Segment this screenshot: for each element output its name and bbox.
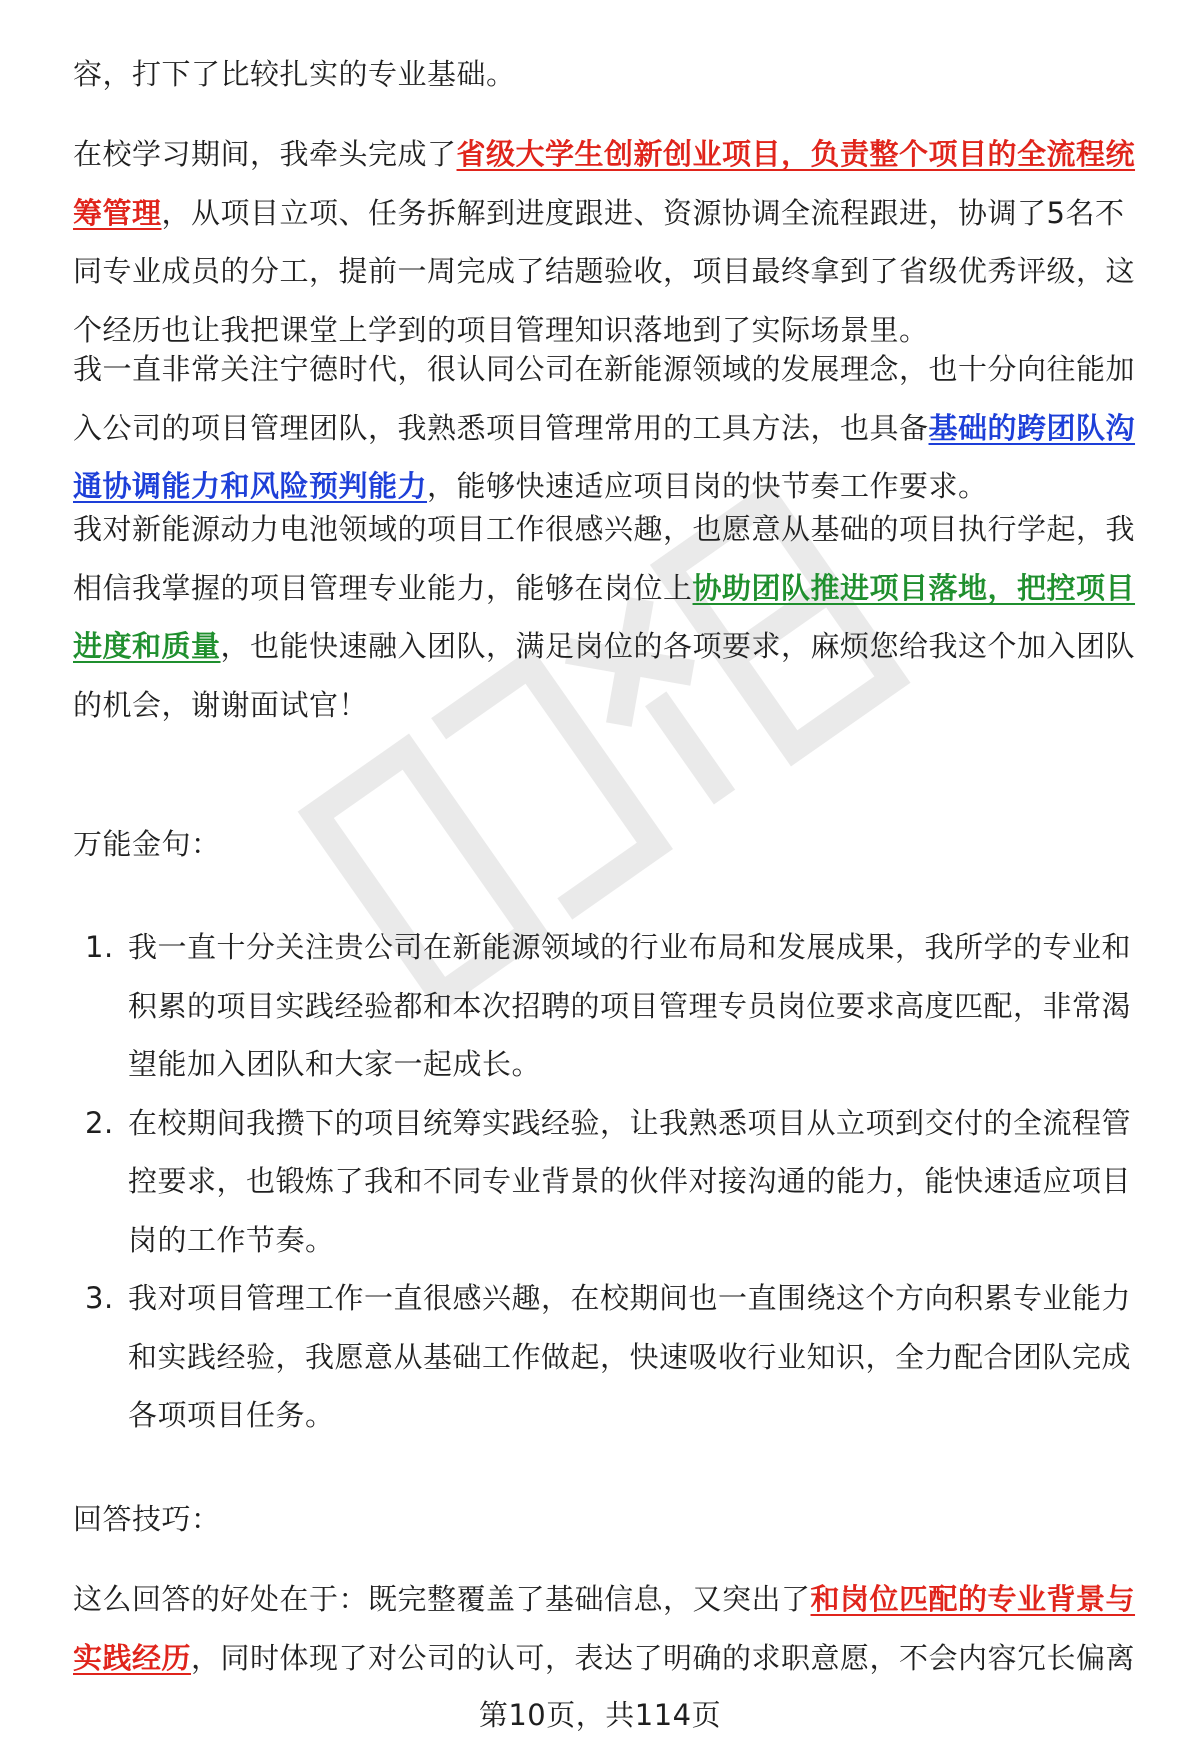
interest-text-a: 我对新能源动力电池领域的项目工作很感兴趣，也愿意从基础的项目执行学起，我相信我掌握的项目管理专业能力，能够在岗位上 (73, 512, 1136, 605)
list-item-text: 我一直十分关注贵公司在新能源领域的行业布局和发展成果，我所学的专业和积累的项目实践经验都和本次招聘的项目管理专员岗位要求高度匹配，非常渴望能加入团队和大家一起成长。 (128, 930, 1132, 1081)
golden-sentence-list (73, 918, 1145, 1445)
school-text-a: 在校学习期间，我牵头完成了 (73, 137, 457, 171)
list-item (73, 1269, 1145, 1445)
list-item-number: 3. (85, 1281, 114, 1315)
school-text-b: ，从项目立项、任务拆解到进度跟进、资源协调全流程跟进，协调了5名不同专业成员的分工，提前一周完成了结题验收，项目最终拿到了省级优秀评级，这个经历也让我把课堂上学到的项目管理知识落地到了实际场景里。 (73, 195, 1136, 347)
company-text-a: 我一直非常关注宁德时代，很认同公司在新能源领域的发展理念，也十分向往能加入公司的项目管理团队，我熟悉项目管理常用的工具方法，也具备 (73, 352, 1136, 445)
list-item-number: 1. (85, 930, 114, 964)
list-item-number: 2. (85, 1105, 114, 1140)
list-item (73, 918, 1145, 1094)
interest-text-b: ，也能快速融入团队，满足岗位的各项要求，麻烦您给我这个加入团队的机会，谢谢面试官！ (73, 629, 1136, 722)
list-item-text: 我对项目管理工作一直很感兴趣，在校期间也一直围绕这个方向积累专业能力和实践经验，我愿意从基础工作做起，快速吸收行业知识，全力配合团队完成各项项目任务。 (128, 1281, 1132, 1432)
tips-heading: 回答技巧： (73, 1502, 221, 1536)
paragraph-school-project (73, 125, 1145, 359)
company-text-b: ，能够快速适应项目岗的快节奏工作要求。 (427, 469, 988, 503)
school-highlight: 省级大学生创新创业项目，负责整个项目的全流程统筹管理 (73, 137, 1136, 230)
interest-highlight: 协助团队推进项目落地，把控项目进度和质量 (73, 570, 1136, 663)
list-item-text: 在校期间我攒下的项目统筹实践经验，让我熟悉项目从立项到交付的全流程管控要求，也锻炼了我和不同专业背景的伙伴对接沟通的能力，能快速适应项目岗的工作节奏。 (128, 1105, 1132, 1257)
golden-heading: 万能金句： (73, 827, 221, 861)
company-highlight: 基础的跨团队沟通协调能力和风险预判能力 (73, 410, 1136, 503)
page-number-footer: 第10页，共114页 (478, 1698, 722, 1732)
tips-highlight: 和岗位匹配的专业背景与实践经历 (73, 1582, 1136, 1675)
paragraph-tips (73, 1570, 1145, 1687)
tips-text-b: ，同时体现了对公司的认可，表达了明确的求职意愿，不会内容冗长偏离 (191, 1640, 1136, 1675)
paragraph-company (73, 340, 1145, 516)
intro-end-text: 容，打下了比较扎实的专业基础。 (73, 57, 516, 91)
tips-text-a: 这么回答的好处在于：既完整覆盖了基础信息，又突出了 (73, 1582, 811, 1616)
list-item (73, 1094, 1145, 1270)
paragraph-intro-end (73, 45, 1145, 104)
paragraph-interest (73, 500, 1145, 734)
